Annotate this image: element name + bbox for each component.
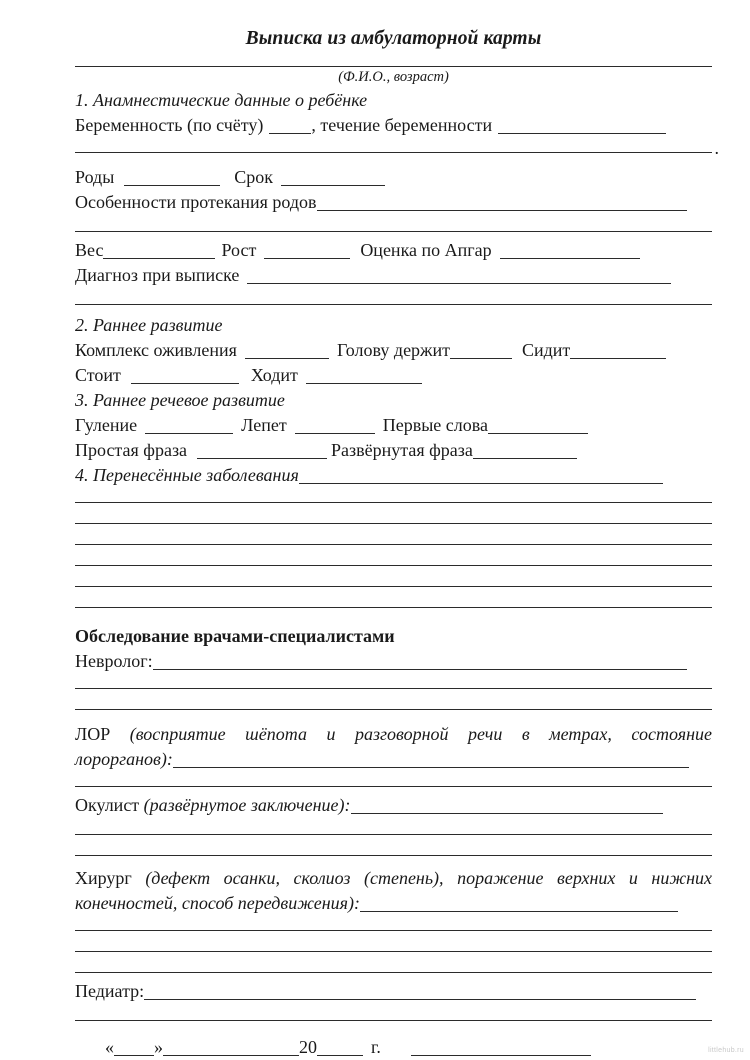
first-words-blank[interactable] — [488, 418, 588, 434]
ent-note-line1: (восприятие шёпота и разговорной речи в метрах, состояние — [129, 724, 712, 744]
pediatrician-blank[interactable] — [144, 984, 696, 1000]
oculist-label: Окулист — [75, 795, 140, 815]
walks-blank[interactable] — [306, 368, 422, 384]
oculist-note: (развёрнутое заключение): — [143, 795, 351, 815]
first-words-label: Первые слова — [382, 415, 489, 435]
specialists-section-heading: Обследование врачами-специалистами — [75, 626, 395, 646]
quote-close: » — [154, 1037, 163, 1057]
revival-complex-row — [75, 338, 712, 363]
cooing-label: Гуление — [75, 415, 138, 435]
birth-blank[interactable] — [124, 170, 220, 186]
signature-blank[interactable] — [411, 1040, 591, 1056]
weight-label: Вес — [75, 240, 104, 260]
patient-name-rule[interactable] — [75, 66, 712, 67]
babbling-blank[interactable] — [295, 418, 375, 434]
simple-phrase-label: Простая фраза — [75, 440, 188, 460]
neurologist-row — [75, 649, 712, 674]
pregnancy-row — [75, 113, 712, 138]
pregnancy-count-blank[interactable] — [269, 118, 311, 134]
birth-details-label: Особенности протекания родов — [75, 192, 317, 212]
term-blank[interactable] — [281, 170, 385, 186]
section-4-blank[interactable] — [299, 468, 663, 484]
birth-label: Роды — [75, 167, 115, 187]
height-blank[interactable] — [264, 243, 350, 259]
surgeon-second-row — [75, 891, 712, 916]
holds-head-label: Голову держит — [336, 340, 450, 360]
ent-label: ЛОР — [75, 724, 111, 744]
sits-blank[interactable] — [570, 343, 666, 359]
surgeon-blank[interactable] — [360, 896, 678, 912]
year-blank[interactable] — [317, 1040, 363, 1056]
month-blank[interactable] — [163, 1040, 299, 1056]
sits-label: Сидит — [522, 340, 571, 360]
ent-blank[interactable] — [173, 752, 689, 768]
birth-details-row — [75, 190, 712, 215]
speech-milestones-row — [75, 413, 712, 438]
discharge-diagnosis-label: Диагноз при выписке — [75, 265, 240, 285]
day-blank[interactable] — [114, 1040, 154, 1056]
surgeon-block — [75, 866, 712, 891]
complex-phrase-label: Развёрнутая фраза — [331, 440, 473, 460]
discharge-diagnosis-row — [75, 263, 712, 288]
pediatrician-row — [75, 979, 712, 1004]
apgar-blank[interactable] — [500, 243, 640, 259]
patient-name-caption: (Ф.И.О., возраст) — [338, 69, 449, 85]
section-4-heading: 4. Перенесённые заболевания — [75, 465, 299, 485]
section-3-heading: 3. Раннее речевое развитие — [75, 390, 285, 410]
oculist-row — [75, 793, 712, 818]
birth-row — [75, 165, 712, 190]
pregnancy-course-label: , течение беременности — [311, 115, 493, 135]
apgar-label: Оценка по Апгар — [360, 240, 492, 260]
birth-details-blank[interactable] — [317, 195, 687, 211]
continuation-period: . — [714, 138, 719, 158]
stands-blank[interactable] — [131, 368, 239, 384]
year-prefix: 20 — [299, 1037, 317, 1057]
revival-complex-label: Комплекс оживления — [75, 340, 237, 360]
simple-phrase-blank[interactable] — [197, 443, 327, 459]
form-sheet — [75, 0, 719, 1060]
watermark: littlehub.ru — [708, 1047, 744, 1054]
pregnancy-label: Беременность (по счёту) — [75, 115, 264, 135]
weight-blank[interactable] — [103, 243, 215, 259]
oculist-blank[interactable] — [351, 798, 663, 814]
measurements-row — [75, 238, 712, 263]
year-suffix: г. — [371, 1037, 381, 1057]
term-label: Срок — [234, 167, 274, 187]
complex-phrase-blank[interactable] — [473, 443, 577, 459]
footer-date-row — [75, 1035, 712, 1060]
revival-complex-blank[interactable] — [245, 343, 329, 359]
pregnancy-continuation-rule[interactable] — [75, 152, 712, 153]
section-1-heading: 1. Анамнестические данные о ребёнке — [75, 90, 368, 110]
stands-walks-row — [75, 363, 712, 388]
cooing-blank[interactable] — [145, 418, 233, 434]
ent-second-row — [75, 747, 712, 772]
ent-note-line2: лорорганов): — [75, 749, 173, 769]
discharge-diagnosis-blank[interactable] — [247, 268, 671, 284]
stands-label: Стоит — [75, 365, 121, 385]
surgeon-note-line1: (дефект осанки, сколиоз (степень), поражение верхних и нижних — [145, 868, 713, 888]
surgeon-note-line2: конечностей, способ передвижения): — [75, 893, 360, 913]
babbling-label: Лепет — [241, 415, 287, 435]
pediatrician-label: Педиатр: — [75, 981, 145, 1001]
height-label: Рост — [221, 240, 257, 260]
section-2-heading: 2. Раннее развитие — [75, 315, 223, 335]
surgeon-label: Хирург — [75, 868, 132, 888]
neurologist-blank[interactable] — [153, 654, 687, 670]
walks-label: Ходит — [250, 365, 298, 385]
page-title: Выписка из амбулаторной карты — [245, 28, 542, 49]
pregnancy-course-blank[interactable] — [498, 118, 666, 134]
ent-block — [75, 722, 712, 747]
phrase-milestones-row — [75, 438, 712, 463]
holds-head-blank[interactable] — [450, 343, 512, 359]
quote-open: « — [105, 1037, 114, 1057]
section-4-row — [75, 463, 712, 488]
neurologist-label: Невролог: — [75, 651, 153, 671]
